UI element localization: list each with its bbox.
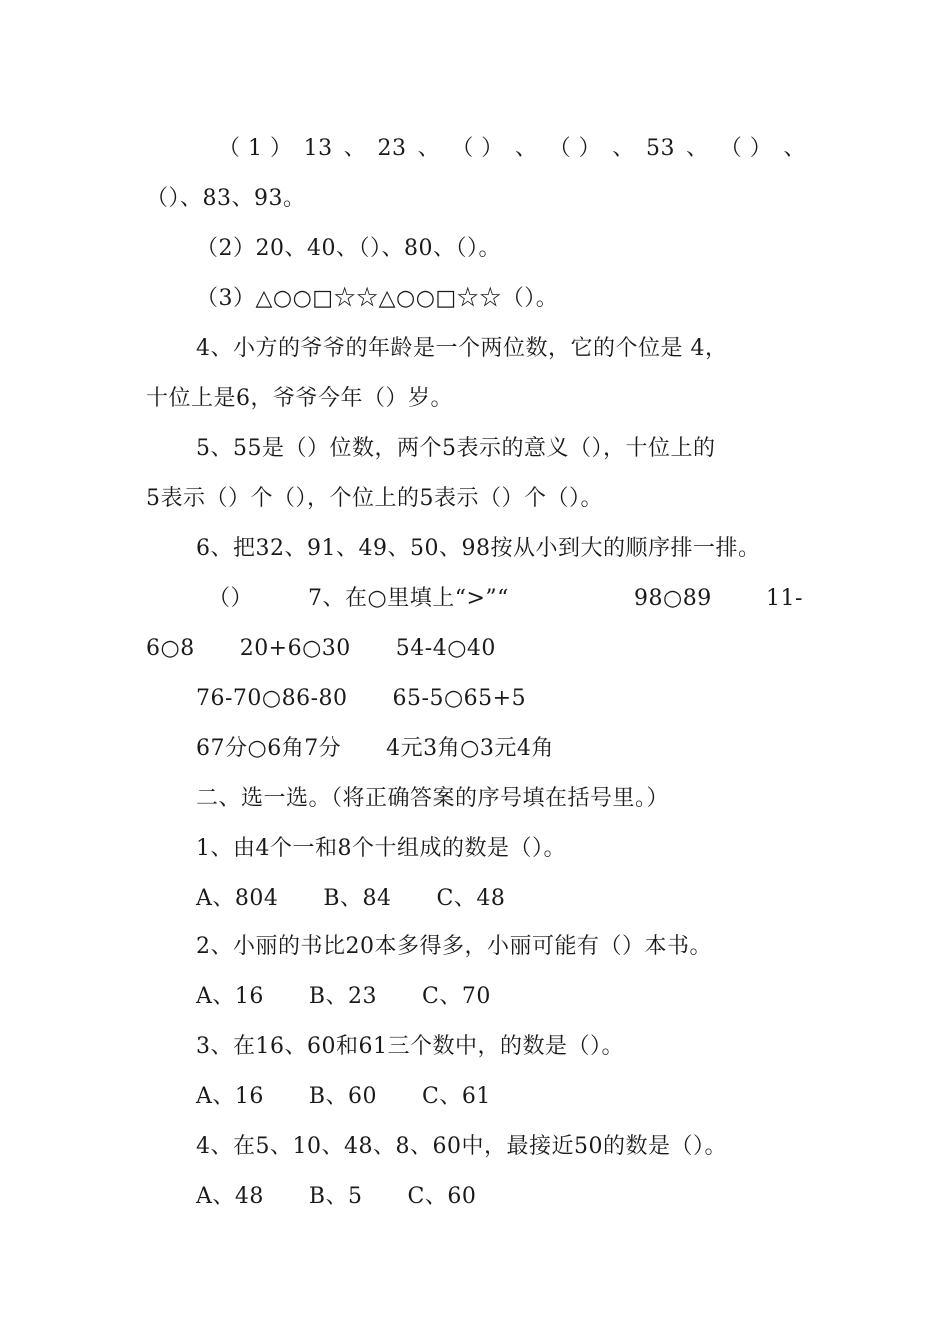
segment: 、 [686,136,709,161]
segment: （ ） [548,136,602,161]
q3-1-line-b: （）、83、93。 [146,186,306,211]
s2-q1-options: A、804 B、84 C、48 [196,886,506,911]
q7-line-b: 6○8 20+6○30 54-4○40 [146,636,496,661]
segment: 13 [303,136,333,161]
q7-line-c: 76-70○86-80 65-5○65+5 [196,686,527,711]
q5-line-b: 5表示（）个（），个位上的5表示（）个（）。 [146,486,603,511]
segment: 、 [612,136,635,161]
segment: （ ） [451,136,504,161]
segment: 、 [343,136,367,161]
s2-q2-line: 2、小丽的书比20本多得多，小丽可能有（）本书。 [196,934,712,959]
q5-line-a: 5、55是（）位数，两个5表示的意义（），十位上的 [196,436,716,461]
q4-line-b: 十位上是6，爷爷今年（）岁。 [146,386,453,411]
segment: （ 1 ） [218,136,293,161]
segment: 、 [783,136,806,161]
s2-q4-options: A、48 B、5 C、60 [196,1184,477,1209]
q3-3-line: （3）△○○□☆☆△○○□☆☆（）。 [196,286,559,311]
q6-line: 6、把32、91、49、50、98按从小到大的顺序排一排。 [196,536,761,561]
s2-q2-options: A、16 B、23 C、70 [196,984,491,1009]
q7-line-d: 67分○6角7分 4元3角○3元4角 [196,736,554,761]
s2-q3-options: A、16 B、60 C、61 [196,1084,491,1109]
q3-2-line: （2）20、40、（）、80、（）。 [196,236,501,261]
segment: 23 [377,136,407,161]
s2-q4-line: 4、在5、10、48、8、60中，最接近50的数是（）。 [196,1134,727,1159]
s2-q1-line: 1、由4个一和8个十组成的数是（）。 [196,836,566,861]
q4-line-a: 4、小方的爷爷的年龄是一个两位数，它的个位是 4， [196,336,728,361]
segment: 53 [645,136,675,161]
q7-item-11-6: 11- [766,586,803,611]
segment: 、 [514,136,538,161]
q6-answer-paren: （） [208,586,254,611]
section-2-heading: 二、选一选。（将正确答案的序号填在括号里。） [196,786,670,811]
segment: （ ） [719,136,773,161]
q7-line-a: 7、在○里填上“>”“ [308,586,509,611]
q7-item-98-89: 98○89 [634,586,712,611]
segment: 、 [417,136,441,161]
q3-1-line-a [218,134,806,164]
s2-q3-line: 3、在16、60和61三个数中，的数是（）。 [196,1034,624,1059]
